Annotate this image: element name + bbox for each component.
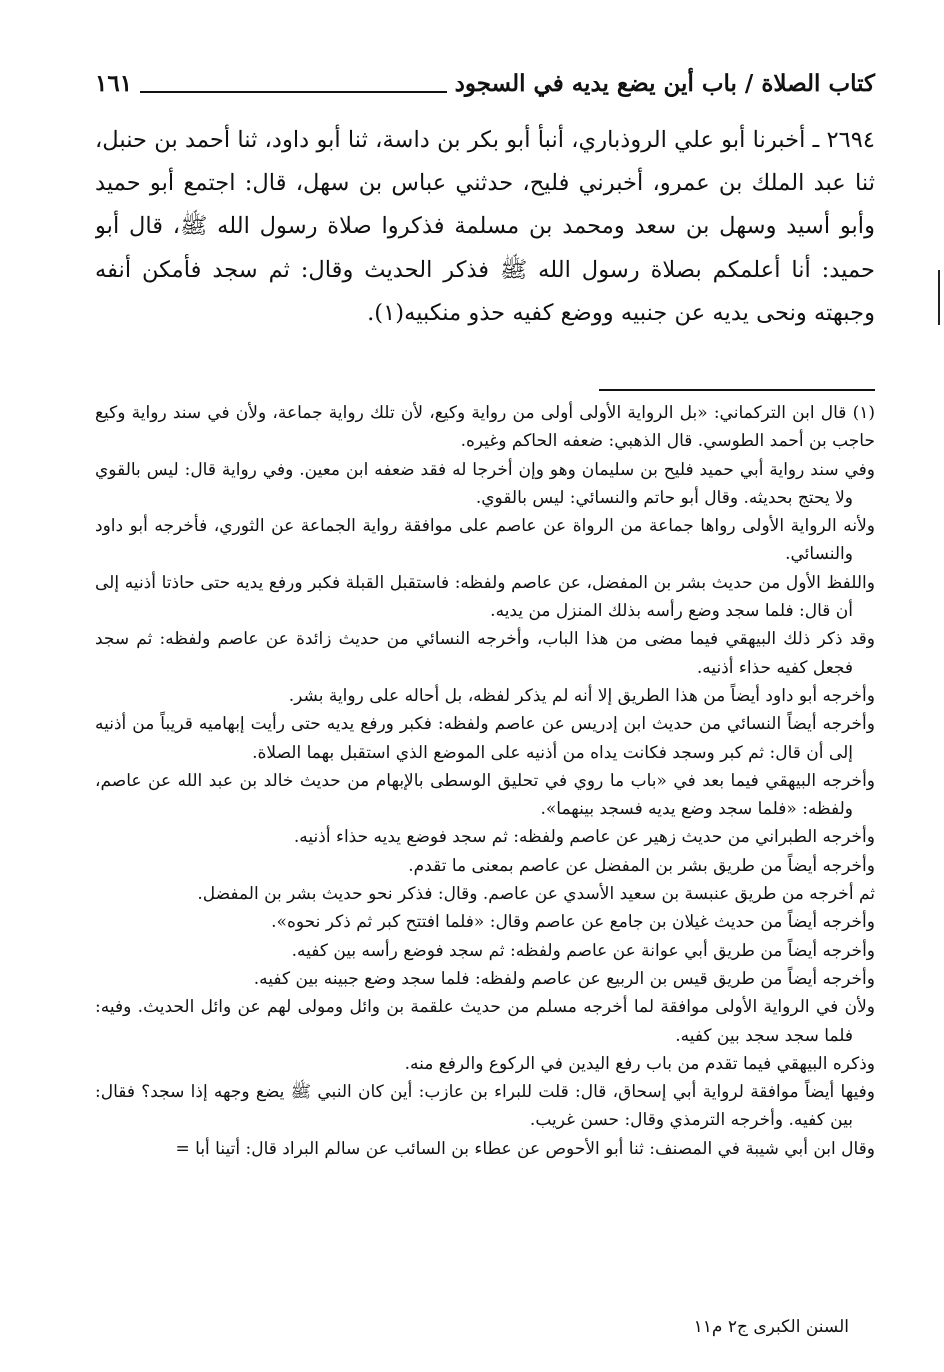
footnote-paragraph: وأخرجه البيهقي فيما بعد في «باب ما روي في تحليق الوسطى بالإبهام من حديث خالد بن عبد الله عن عاصم، ولفظه: «فلما سجد وضع يديه فسجد بينهما».: [95, 770, 875, 820]
footnote-paragraph: ولأن في الرواية الأولى موافقة لما أخرجه مسلم من حديث علقمة بن وائل ومولى لهم عن وائل الحديث. وفيه: فلما سجد سجد بين كفيه.: [95, 997, 875, 1046]
footnote-paragraph: وفيها أيضاً موافقة لرواية أبي إسحاق، قال: قلت للبراء بن عازب: أين كان النبي ﷺ يضع وجهه إذا سجد؟ فقال: بين كفيه. وأخرجه الترمذي وقال: حسن غريب.: [95, 1082, 875, 1131]
footnote-paragraph: وقد ذكر ذلك البيهقي فيما مضى من هذا الباب، وأخرجه النسائي من حديث زائدة عن عاصم ولفظه: ثم سجد فجعل كفيه حذاء أذنيه.: [95, 629, 875, 678]
page-header: [95, 64, 875, 104]
footnote-paragraph: ثم أخرجه من طريق عنبسة بن سعيد الأسدي عن عاصم. وقال: فذكر نحو حديث بشر بن المفضل.: [197, 884, 875, 905]
scan-edge-mark: [938, 270, 940, 325]
page-number: ١٦١: [95, 70, 133, 97]
footnote-paragraph: وقال ابن أبي شيبة في المصنف: ثنا أبو الأحوص عن عطاء بن السائب عن سالم البراد قال: أتينا أبا =: [175, 1138, 875, 1159]
footnote-paragraph: وأخرجه أيضاً من طريق أبي عوانة عن عاصم ولفظه: ثم سجد فوضع رأسه بين كفيه.: [291, 940, 875, 961]
footnote-paragraph: ولأنه الرواية الأولى رواها جماعة من الرواة عن عاصم على موافقة رواية الجماعة عن الثوري، فأخرجه أبو داود والنسائي.: [95, 516, 875, 565]
header-rule: [140, 91, 447, 93]
footnote-paragraph: وأخرجه أيضاً من حديث غيلان بن جامع عن عاصم وقال: «فلما افتتح كبر ثم ذكر نحوه».: [271, 912, 875, 933]
footnote-paragraph: واللفظ الأول من حديث بشر بن المفضل، عن عاصم ولفظه: فاستقبل القبلة فكبر ورفع يديه حتى حاذتا أذنيه إلى أن قال: فلما سجد وضع رأسه بذلك المنزل من يديه.: [95, 572, 875, 622]
footnotes: [95, 399, 875, 1163]
running-title: كتاب الصلاة / باب أين يضع يديه في السجود: [454, 70, 875, 97]
footnote-paragraph: وأخرجه أبو داود أيضاً من هذا الطريق إلا أنه لم يذكر لفظه، بل أحاله على رواية بشر.: [288, 685, 875, 706]
footnote-paragraph: وأخرجه أيضاً من طريق بشر بن المفضل عن عاصم بمعنى ما تقدم.: [408, 855, 875, 876]
hadith-text: ٢٦٩٤ ـ أخبرنا أبو علي الروذباري، أنبأ أبو بكر بن داسة، ثنا أبو داود، ثنا أحمد بن حنبل، ثنا عبد الملك بن عمرو، أخبرني فليح، حدثني عباس بن سهل، قال: اجتمع أبو حميد وأبو أسيد وسهل بن سعد ومحمد بن مسلمة فذكروا صلاة رسول الله ﷺ، قال أبو حميد: أنا أعلمكم بصلاة رسول الله ﷺ فذكر الحديث وقال: ثم سجد فأمكن أنفه وجبهته ونحى يديه عن جنبيه ووضع كفيه حذو منكبيه(١).: [95, 127, 875, 326]
footnote-paragraph: وأخرجه أيضاً النسائي من حديث ابن إدريس عن عاصم ولفظه: فكبر ورفع يديه حتى رأيت إبهاميه قريباً من أذنيه إلى أن قال: ثم كبر وسجد فكانت يداه من أذنيه على الموضع الذي استقبل بهما الصلاة.: [95, 714, 875, 763]
footnote-separator: [599, 389, 875, 391]
footnote-paragraph: وذكره البيهقي فيما تقدم من باب رفع اليدين في الركوع والرفع منه.: [404, 1053, 875, 1074]
page: [95, 64, 875, 1163]
footnote-paragraph: (١) قال ابن التركماني: «بل الرواية الأولى أولى من رواية وكيع، لأن تلك رواية جماعة، ولأن في سند رواية وكيع حاجب بن أحمد الطوسي. قال الذهبي: ضعفه الحاكم وغيره.: [95, 403, 875, 452]
footnote-paragraph: وأخرجه أيضاً من طريق قيس بن الربيع عن عاصم ولفظه: فلما سجد وضع جبينه بين كفيه.: [253, 968, 875, 989]
volume-signature: السنن الكبرى ج٢ م١١: [693, 1317, 849, 1337]
footnote-paragraph: وفي سند رواية أبي حميد فليح بن سليمان وهو وإن أخرجا له فقد ضعفه ابن معين. وفي رواية قال: ليس بالقوي ولا يحتج بحديثه. وقال أبو حاتم والنسائي: ليس بالقوي.: [95, 459, 875, 508]
footnote-paragraph: وأخرجه الطبراني من حديث زهير عن عاصم ولفظه: ثم سجد فوضع يديه حذاء أذنيه.: [293, 827, 875, 848]
